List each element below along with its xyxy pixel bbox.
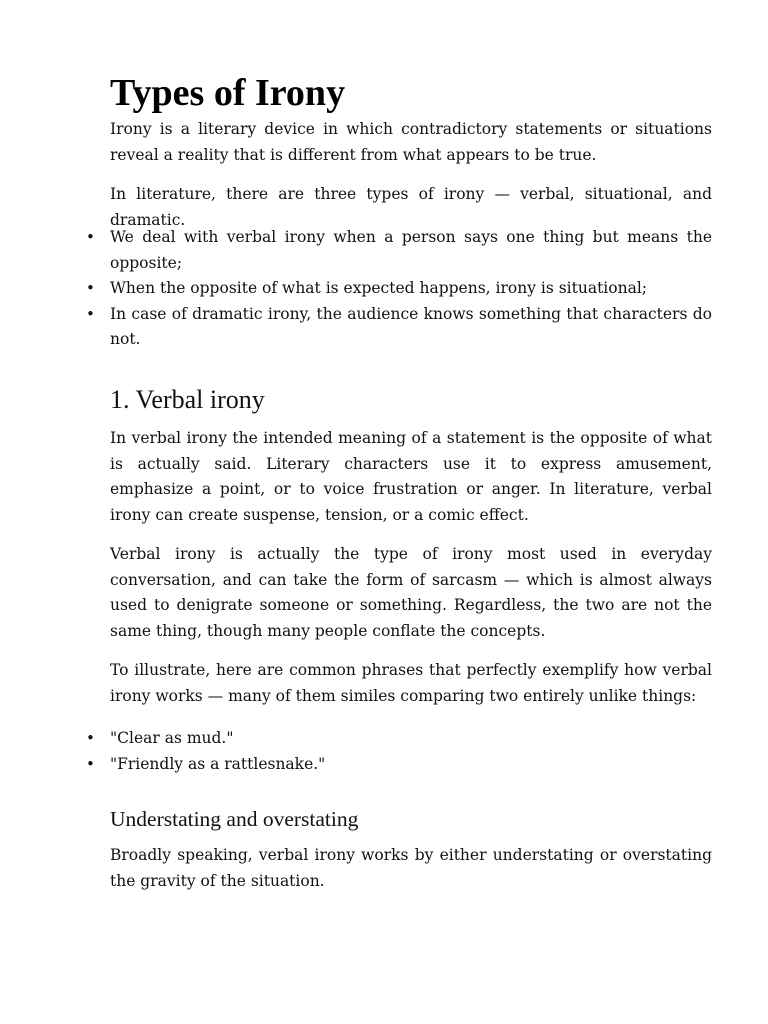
list-item bbox=[86, 752, 712, 778]
list-item-text: "Clear as mud." bbox=[110, 729, 234, 747]
bullet-icon: • bbox=[86, 279, 95, 297]
intro-paragraph-1: Irony is a literary device in which contradictory statements or situations reveal a reality that is different from what appears to be true. bbox=[110, 120, 712, 164]
page-title: Types of Irony bbox=[110, 72, 346, 114]
list-item bbox=[86, 276, 712, 302]
bullet-icon: • bbox=[86, 228, 95, 246]
verbal-irony-paragraph-3: To illustrate, here are common phrases that perfectly exemplify how verbal irony works — many of them similes comparing two entirely unlike things: bbox=[110, 661, 712, 705]
list-item bbox=[86, 225, 712, 276]
verbal-irony-paragraph-2: Verbal irony is actually the type of irony most used in everyday conversation, and can take the form of sarcasm — which is almost always used to denigrate someone or something. Regardless, the two are not the same thing, though many people conflate the concepts. bbox=[110, 545, 712, 640]
list-item-text: In case of dramatic irony, the audience knows something that characters do not. bbox=[110, 304, 712, 348]
irony-types-list bbox=[86, 225, 712, 353]
list-item-text: "Friendly as a rattlesnake." bbox=[110, 754, 326, 773]
list-item-text: We deal with verbal irony when a person says one thing but means the opposite; bbox=[110, 228, 712, 272]
bullet-icon: • bbox=[86, 754, 95, 773]
intro-paragraph-2: In literature, there are three types of irony — verbal, situational, and dramatic. bbox=[110, 185, 712, 229]
list-item bbox=[86, 726, 712, 752]
list-item-text: When the opposite of what is expected happens, irony is situational; bbox=[110, 279, 647, 297]
list-item bbox=[86, 302, 712, 353]
subsection-paragraph: Broadly speaking, verbal irony works by either understating or overstating the gravity of the situation. bbox=[110, 846, 712, 890]
bullet-icon: • bbox=[86, 304, 95, 323]
verbal-irony-paragraph-1: In verbal irony the intended meaning of a statement is the opposite of what is actually said. Literary characters use it to express amusement, emphasize a point, or to voice frustration or anger. In literature, verbal irony can create suspense, tension, or a comic effect. bbox=[110, 429, 712, 524]
subsection-heading: Understating and overstating bbox=[110, 807, 359, 831]
section-heading-verbal-irony: 1. Verbal irony bbox=[110, 385, 265, 414]
bullet-icon: • bbox=[86, 729, 95, 747]
examples-list bbox=[86, 726, 712, 777]
